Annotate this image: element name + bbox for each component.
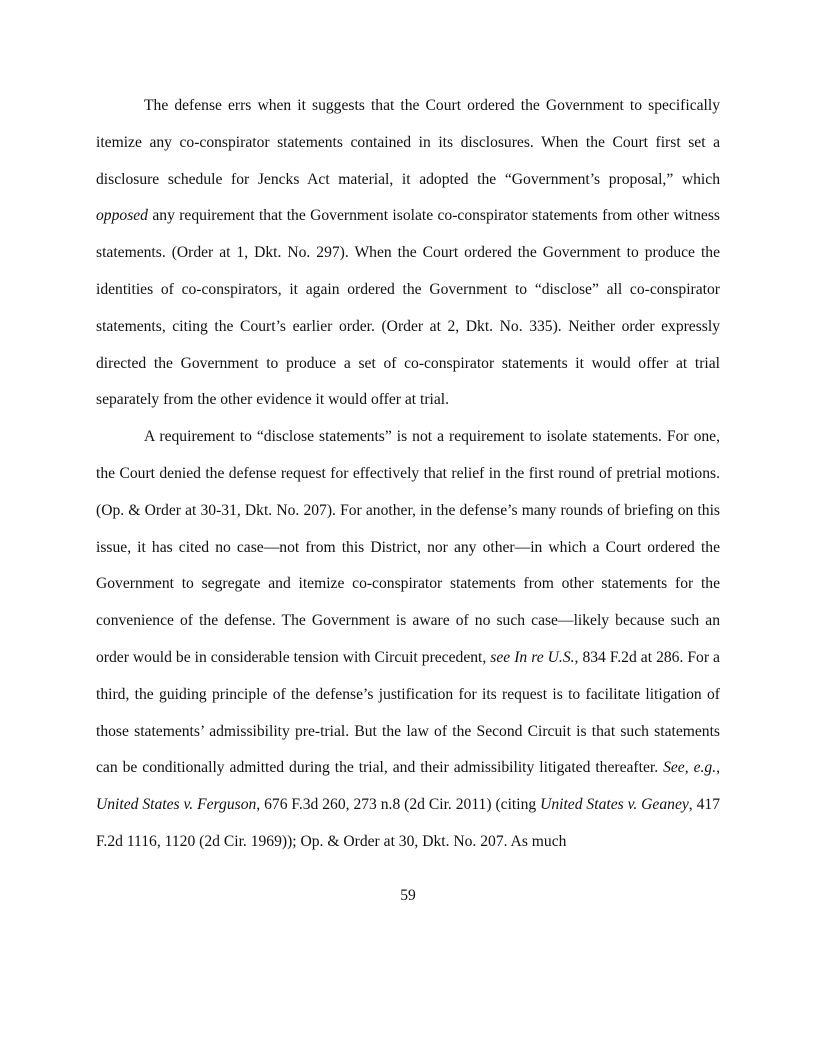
text-segment-italic: United States v. Ferguson	[96, 796, 257, 814]
paragraph-disclose-vs-isolate	[96, 419, 720, 861]
text-segment: , 417 F.2d 1116, 1120 (2d Cir. 1969)); Op. & Order at 30, Dkt. No. 207. As much	[96, 796, 720, 850]
text-segment: any requirement that the Government isolate co-conspirator statements from other witness statements. (Order at 1, Dkt. No. 297). When the Court ordered the Government to produce the identities of co-conspirators, it again ordered the Government to “disclose” all co-conspirator statements, citing the Court’s earlier order. (Order at 2, Dkt. No. 335). Neither order expressly directed the Government to produce a set of co-conspirator statements it would offer at trial separately from the other evidence it would offer at trial.	[96, 207, 720, 409]
text-segment: , 676 F.3d 260, 273 n.8 (2d Cir. 2011) (citing	[256, 796, 541, 814]
document-body	[96, 88, 720, 861]
text-segment-italic: United States v. Geaney	[540, 796, 689, 814]
paragraph-co-conspirator-itemization	[96, 88, 720, 419]
page-number: 59	[400, 887, 416, 904]
text-segment-italic: see In re U.S.	[490, 648, 575, 666]
text-segment-italic: opposed	[96, 207, 148, 225]
text-segment: ,	[716, 759, 721, 777]
text-segment: A requirement to “disclose statements” is not a requirement to isolate statements. For one, the Court denied the defense request for effectively that relief in the first round of pretrial motions. (Op. & Order at 30-31, Dkt. No. 207). For another, in the defense’s many rounds of briefing on this issue, it has cited no case—not from this District, nor any other—in which a Court ordered the Government to segregate and itemize co-conspirator statements from other statements for the convenience of the defense. The Government is aware of no such case—likely because such an order would be in considerable tension with Circuit precedent,	[96, 428, 720, 666]
text-segment: , 834 F.2d at 286. For a third, the guiding principle of the defense’s justification for its request is to facilitate litigation of those statements’ admissibility pre-trial. But the law of the Second Circuit is that such statements can be conditionally admitted during the trial, and their admissibility litigated thereafter.	[96, 648, 720, 777]
text-segment: The defense errs when it suggests that the Court ordered the Government to specifically itemize any co-conspirator statements contained in its disclosures. When the Court first set a disclosure schedule for Jencks Act material, it adopted the “Government’s proposal,” which	[96, 97, 720, 188]
text-segment-italic: See, e.g.	[663, 759, 717, 777]
